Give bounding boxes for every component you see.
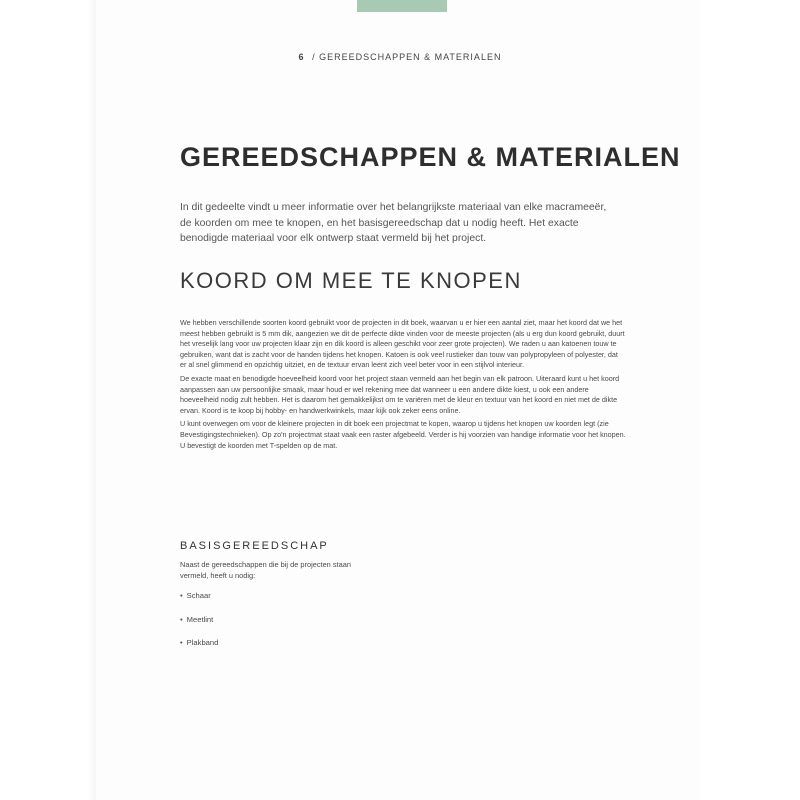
tools-section-heading: BASISGEREEDSCHAP [180,540,329,552]
tool-item-label: Plakband [186,638,219,647]
running-head [0,52,800,62]
chapter-tab-marker [357,0,447,12]
bullet-icon: • [180,591,183,600]
cord-section-body [180,318,626,454]
cord-paragraph-3: U kunt overwegen om voor de kleinere projecten in dit boek een projectmat te kopen, waarop u tijdens het knopen uw koorden legt (zie Bevestigingstechnieken). Op zo'n projectmat staat vaak een raster afgebeeld. Verder is hij voorzien van handige informatie voor het knopen. U bevestigt de koorden met T-spelden op de mat. [180,419,626,450]
cord-paragraph-1: We hebben verschillende soorten koord gebruikt voor de projecten in dit boek, waarvan u er hier een aantal ziet, maar het koord dat we het meest hebben gebruikt is 5 mm dik, aangezien we dit de perfecte dikte vinden voor de meeste projecten (als u erg dun koord gebruikt, duurt het vreselijk lang voor uw projecten klaar zijn en dik koord is alleen geschikt voor zeer grote projecten). We raden u aan katoenen touw te gebruiken, want dat is zacht voor de handen tijdens het knopen. Katoen is ook veel rustieker dan touw van polypropyleen of polyester, dat er al snel glimmend en opzichtig uitziet, en de textuur ervan leent zich veel beter voor in een stijlvol interieur. [180,318,625,370]
list-item [180,614,218,638]
list-item [180,637,218,661]
intro-paragraph: In dit gedeelte vindt u meer informatie over het belangrijkste materiaal van elke macrameeër, de koorden om mee te knopen, en het basisgereedschap dat u nodig heeft. Het exacte benodigde materiaal voor elk ontwerp staat vermeld bij het project. [180,202,607,244]
tools-intro: Naast de gereedschappen die bij de projecten staan vermeld, heeft u nodig: [180,560,351,580]
page-number: 6 [298,52,305,62]
tools-list [180,590,218,661]
cord-section-heading: KOORD OM MEE TE KNOPEN [180,268,522,293]
tool-item-label: Schaar [186,591,211,600]
bullet-icon: • [180,614,183,624]
cord-paragraph-2: De exacte maat en benodigde hoeveelheid koord voor het project staan vermeld aan het begin van elk patroon. Uiteraard kunt u het koord aanpassen aan uw persoonlijke smaak, maar houd er wel rekening mee dat wanneer u een andere dikte kiest, u ook een andere hoeveelheid nodig zult hebben. Het is daarom het gemakkelijkst om te variëren met de kleur en textuur van het koord en niet met de dikte ervan. Koord is te koop bij hobby- en handwerkwinkels, maar kijk ook zeker eens online. [180,373,620,415]
running-head-section: / GEREEDSCHAPPEN & MATERIALEN [312,52,502,62]
page-shadow [88,0,96,800]
bullet-icon: • [180,638,183,647]
page-title: GEREEDSCHAPPEN & MATERIALEN [180,142,681,172]
tool-item-label: Meetlint [186,614,214,624]
list-item [180,590,218,614]
